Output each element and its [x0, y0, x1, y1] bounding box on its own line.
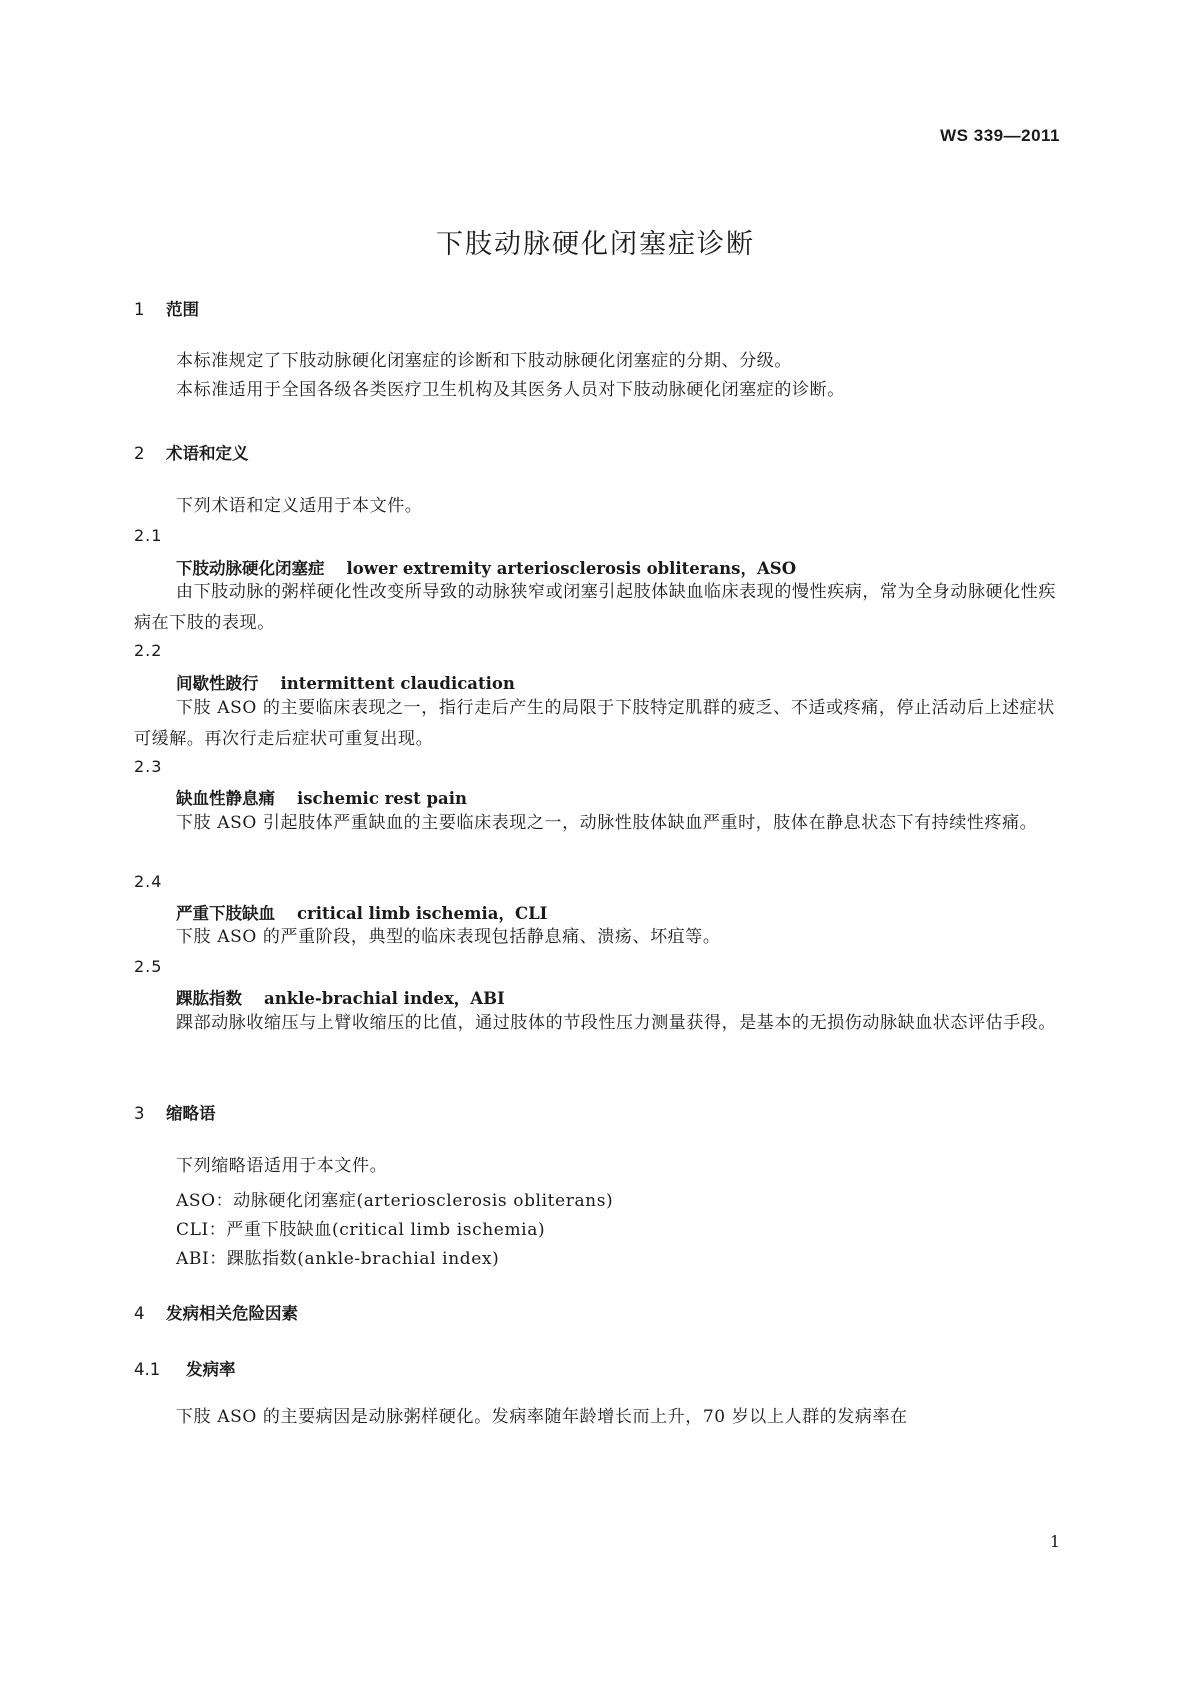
term-definition: 下肢 ASO 的主要临床表现之一，指行走后产生的局限于下肢特定肌群的疲乏、不适或疼痛，停止活动后上述症状可缓解。再次行走后症状可重复出现。	[134, 698, 1055, 749]
term-definition: 由下肢动脉的粥样硬化性改变所导致的动脉狭窄或闭塞引起肢体缺血临床表现的慢性疾病，常为全身动脉硬化性疾病在下肢的表现。	[134, 582, 1056, 633]
term-zh: 缺血性静息痛	[176, 789, 275, 808]
section-number: 2	[134, 444, 145, 463]
term-zh: 间歇性跛行	[176, 674, 259, 693]
section-title: 发病相关危险因素	[166, 1304, 298, 1323]
term-entry	[176, 785, 467, 809]
clause-number: 2.5	[134, 957, 163, 976]
abbreviation-item: ABI：踝肱指数(ankle-brachial index)	[176, 1249, 500, 1269]
clause-number: 2.4	[134, 872, 163, 891]
section-title: 缩略语	[166, 1104, 216, 1123]
clause-number: 2.2	[134, 641, 163, 660]
subsection-4-1-heading	[134, 1356, 236, 1380]
standard-code: WS 339—2011	[940, 126, 1060, 145]
document-title: 下肢动脉硬化闭塞症诊断	[436, 229, 755, 260]
term-entry	[176, 900, 547, 924]
clause-number: 2.3	[134, 757, 163, 776]
page-number: 1	[1049, 1532, 1060, 1551]
term-zh: 踝肱指数	[176, 989, 242, 1008]
abbreviation-item: CLI：严重下肢缺血(critical limb ischemia)	[176, 1220, 546, 1240]
term-entry	[176, 555, 796, 579]
term-definition: 下肢 ASO 引起肢体严重缺血的主要临床表现之一，动脉性肢体缺血严重时，肢体在静息状态下有持续性疼痛。	[176, 813, 1038, 833]
paragraph: 下列缩略语适用于本文件。	[176, 1156, 388, 1176]
section-1-heading	[134, 296, 199, 320]
term-definition: 下肢 ASO 的严重阶段，典型的临床表现包括静息痛、溃疡、坏疽等。	[176, 927, 721, 947]
subsection-number: 4.1	[134, 1360, 161, 1379]
term-entry	[176, 670, 515, 694]
section-4-heading	[134, 1300, 298, 1324]
term-entry	[176, 985, 505, 1009]
section-number: 1	[134, 300, 145, 319]
abbreviation-item: ASO：动脉硬化闭塞症(arteriosclerosis obliterans)	[176, 1191, 614, 1211]
subsection-title: 发病率	[186, 1360, 236, 1379]
paragraph: 下列术语和定义适用于本文件。	[176, 496, 423, 516]
section-3-heading	[134, 1100, 216, 1124]
paragraph: 下肢 ASO 的主要病因是动脉粥样硬化。发病率随年龄增长而上升，70 岁以上人群的发病率在	[176, 1407, 908, 1427]
term-zh: 严重下肢缺血	[176, 904, 275, 923]
term-definition: 踝部动脉收缩压与上臂收缩压的比值，通过肢体的节段性压力测量获得，是基本的无损伤动脉缺血状态评估手段。	[176, 1013, 1056, 1033]
clause-number: 2.1	[134, 526, 163, 545]
term-en: ankle-brachial index，ABI	[264, 989, 505, 1008]
section-number: 3	[134, 1104, 145, 1123]
section-title: 范围	[166, 300, 199, 319]
paragraph: 本标准适用于全国各级各类医疗卫生机构及其医务人员对下肢动脉硬化闭塞症的诊断。	[176, 380, 845, 400]
term-zh: 下肢动脉硬化闭塞症	[176, 559, 325, 578]
term-en: critical limb ischemia，CLI	[297, 904, 548, 923]
term-en: intermittent claudication	[280, 674, 515, 693]
term-en: ischemic rest pain	[297, 789, 467, 808]
paragraph: 本标准规定了下肢动脉硬化闭塞症的诊断和下肢动脉硬化闭塞症的分期、分级。	[176, 351, 792, 371]
section-2-heading	[134, 440, 249, 464]
term-en: lower extremity arteriosclerosis obliterans，ASO	[346, 559, 797, 578]
section-number: 4	[134, 1304, 145, 1323]
section-title: 术语和定义	[166, 444, 249, 463]
